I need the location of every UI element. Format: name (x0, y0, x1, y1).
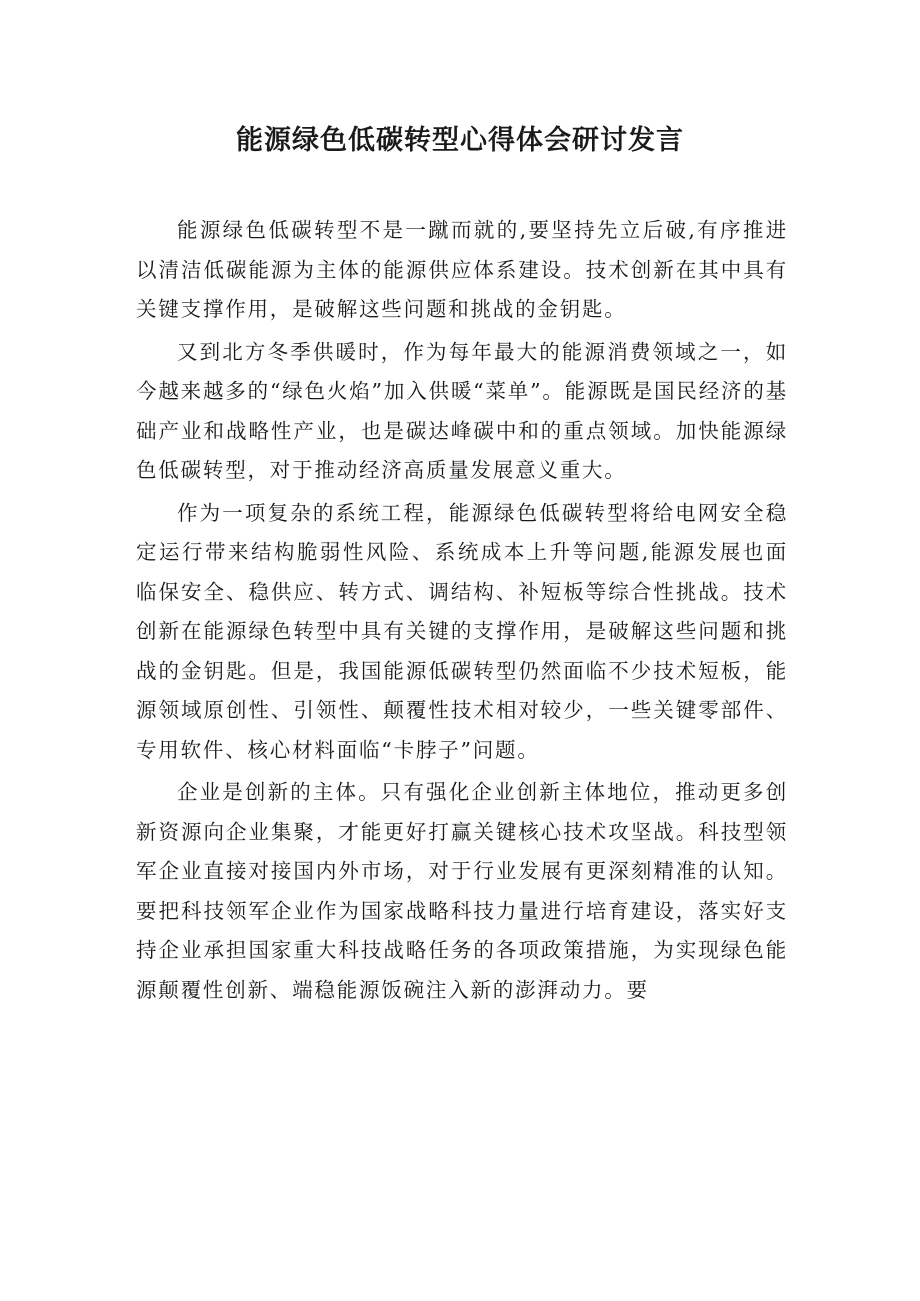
paragraph: 又到北方冬季供暖时，作为每年最大的能源消费领域之一，如今越来越多的“绿色火焰”加入供暖“菜单”。能源既是国民经济的基础产业和战略性产业，也是碳达峰碳中和的重点领域。加快能源绿色低碳转型，对于推动经济高质量发展意义重大。 (136, 339, 788, 482)
document-title: 能源绿色低碳转型心得体会研讨发言 (236, 125, 684, 156)
paragraph: 企业是创新的主体。只有强化企业创新主体地位，推动更多创新资源向企业集聚，才能更好打赢关键核心技术攻坚战。科技型领军企业直接对接国内外市场，对于行业发展有更深刻精准的认知。要把科技领军企业作为国家战略科技力量进行培育建设，落实好支持企业承担国家重大科技战略任务的各项政策措施，为实现绿色能源颠覆性创新、端稳能源饭碗注入新的澎湃动力。要 (136, 780, 788, 1002)
paragraph: 作为一项复杂的系统工程，能源绿色低碳转型将给电网安全稳定运行带来结构脆弱性风险、系统成本上升等问题,能源发展也面临保安全、稳供应、转方式、调结构、补短板等综合性挑战。技术创新在能源绿色转型中具有关键的支撑作用，是破解这些问题和挑战的金钥匙。但是，我国能源低碳转型仍然面临不少技术短板，能源领域原创性、引领性、颠覆性技术相对较少，一些关键零部件、专用软件、核心材料面临“卡脖子”问题。 (136, 500, 788, 762)
document-body (136, 211, 788, 1013)
paragraph: 能源绿色低碳转型不是一蹴而就的,要坚持先立后破,有序推进以清洁低碳能源为主体的能源供应体系建设。技术创新在其中具有关键支撑作用，是破解这些问题和挑战的金钥匙。 (136, 218, 788, 321)
